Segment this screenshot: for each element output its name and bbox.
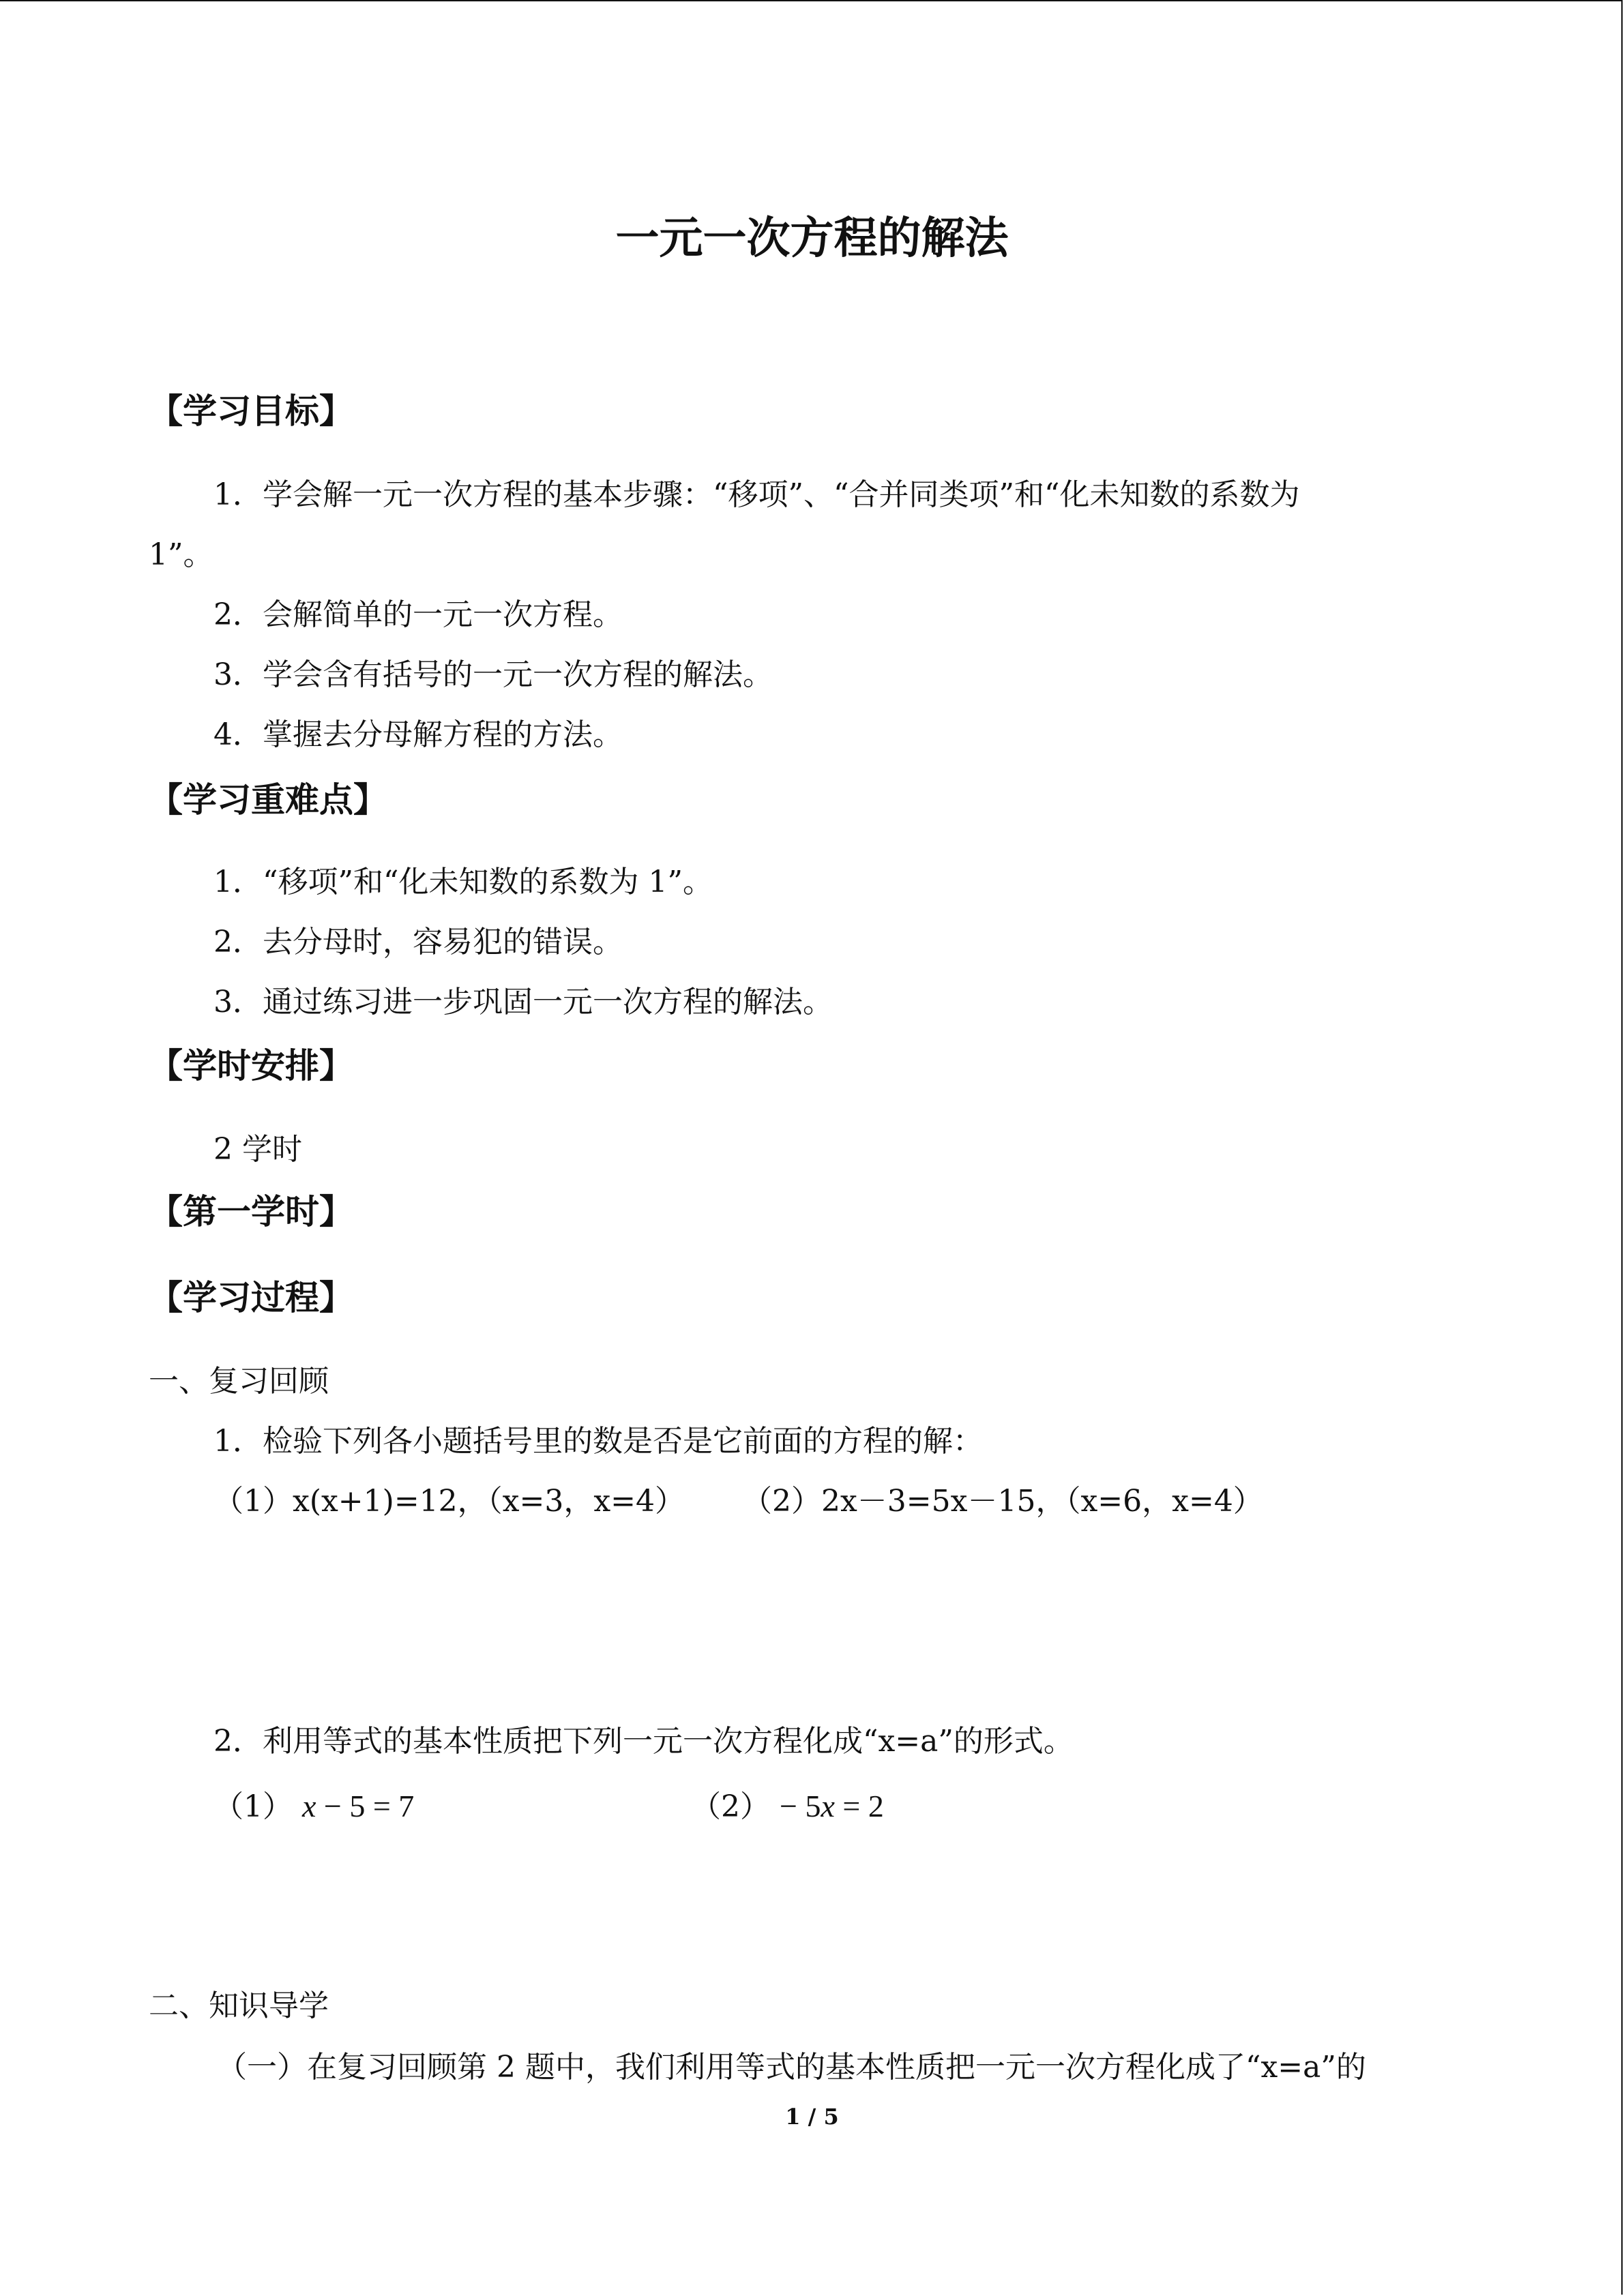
review-question-1-part-2: （2）2x－3=5x－15，（x=6，x=4）	[742, 1484, 1263, 1519]
schedule-text: 2 学时	[213, 1132, 302, 1167]
process-heading: 【学习过程】	[149, 1277, 353, 1317]
key-point-item-2: 2．去分母时，容易犯的错误。	[213, 925, 623, 959]
guide-paragraph-1: （一）在复习回顾第 2 题中，我们利用等式的基本性质把一元一次方程化成了“x=a”的	[217, 2050, 1366, 2085]
equation-2-rest: = 2	[834, 1789, 884, 1823]
key-points-heading: 【学习重难点】	[149, 779, 387, 820]
page-title: 一元一次方程的解法	[615, 213, 1009, 264]
objective-item-3: 3．学会含有括号的一元一次方程的解法。	[213, 657, 773, 692]
objectives-heading: 【学习目标】	[149, 391, 353, 431]
objective-item-4: 4．掌握去分母解方程的方法。	[213, 717, 623, 752]
guide-heading: 二、知识导学	[149, 1988, 329, 2023]
objective-item-1-line-1: 1．学会解一元一次方程的基本步骤：“移项”、“合并同类项”和“化未知数的系数为	[213, 477, 1300, 512]
equation-2-coefficient: − 5	[780, 1789, 821, 1823]
page-number: 1 / 5	[785, 2104, 839, 2130]
review-question-1: 1．检验下列各小题括号里的数是否是它前面的方程的解：	[213, 1424, 983, 1459]
equation-2	[780, 1789, 884, 1823]
review-question-2-part-2	[691, 1791, 884, 1822]
part-2-label: （2）	[691, 1789, 770, 1824]
objective-item-1-line-2: 1”。	[149, 537, 213, 572]
equation-1-rest: − 5 = 7	[316, 1789, 415, 1823]
equation-1-variable: x	[302, 1789, 316, 1823]
key-point-item-3: 3．通过练习进一步巩固一元一次方程的解法。	[213, 985, 833, 1019]
equation-2-variable: x	[821, 1789, 835, 1823]
key-point-item-1: 1．“移项”和“化未知数的系数为 1”。	[213, 865, 713, 899]
schedule-heading: 【学时安排】	[149, 1045, 353, 1086]
part-1-label: （1）	[213, 1789, 293, 1824]
objective-item-2: 2．会解简单的一元一次方程。	[213, 597, 623, 632]
review-question-2-part-1	[213, 1791, 414, 1822]
review-question-2: 2．利用等式的基本性质把下列一元一次方程化成“x=a”的形式。	[213, 1724, 1074, 1759]
equation-1	[302, 1789, 414, 1823]
review-heading: 一、复习回顾	[149, 1364, 329, 1399]
review-question-1-part-1: （1）x(x+1)=12，（x=3，x=4）	[213, 1484, 685, 1519]
first-period-heading: 【第一学时】	[149, 1191, 353, 1232]
